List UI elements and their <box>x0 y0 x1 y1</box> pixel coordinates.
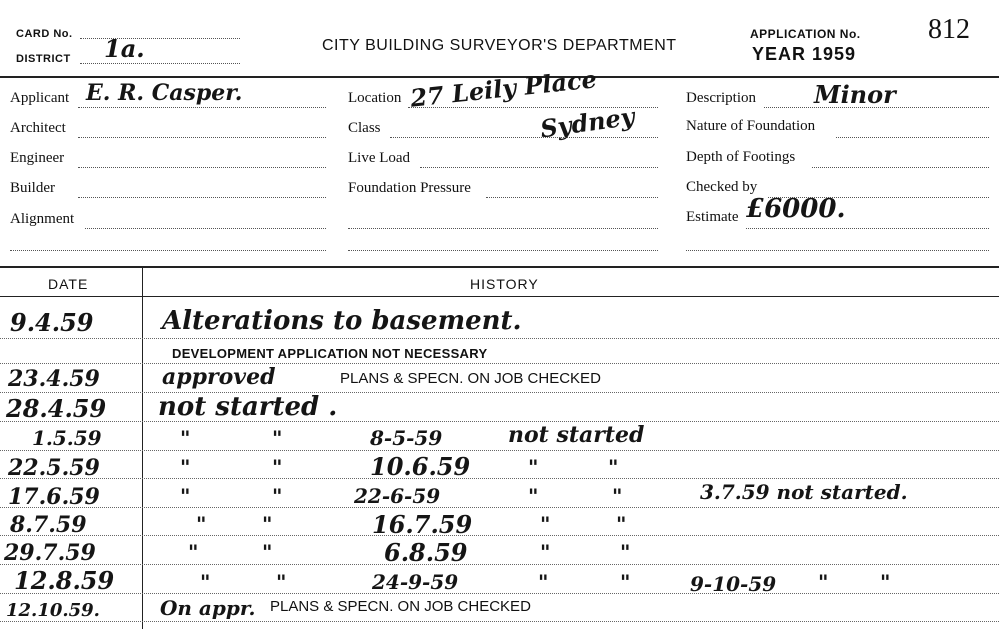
district-line <box>80 63 240 64</box>
row-date: 22.5.59 <box>8 455 100 481</box>
row-line <box>0 338 999 339</box>
ditto-mark: " <box>818 570 829 594</box>
nature-of-foundation-line <box>836 137 989 138</box>
ditto-mark: " <box>272 426 283 450</box>
row-line <box>0 621 999 622</box>
row-history-printed: PLANS & SPECN. ON JOB CHECKED <box>270 598 531 615</box>
row-recheck-date: 24-9-59 <box>372 570 459 594</box>
row-history: Alterations to basement. <box>162 306 522 336</box>
row-date: 28.4.59 <box>6 394 107 423</box>
row-status: not started <box>508 422 645 448</box>
ditto-mark: " <box>540 512 551 536</box>
department-title: CITY BUILDING SURVEYOR'S DEPARTMENT <box>322 37 677 54</box>
builder-line <box>78 197 326 198</box>
ditto-mark: " <box>272 484 283 508</box>
date-column-divider <box>142 266 143 629</box>
row-history: not started . <box>158 392 338 422</box>
row-status: 3.7.59 not started. <box>700 480 908 504</box>
row-line <box>0 535 999 536</box>
alignment-line <box>85 228 326 229</box>
depth-of-footings-line <box>812 167 989 168</box>
district-label: DISTRICT <box>16 53 71 65</box>
row-line <box>0 478 999 479</box>
application-no-label: APPLICATION No. <box>750 27 861 41</box>
live-load-line <box>420 167 658 168</box>
ditto-mark: " <box>608 455 619 479</box>
estimate-label: Estimate <box>686 209 739 225</box>
row-date: 8.7.59 <box>10 512 87 538</box>
live-load-label: Live Load <box>348 150 411 166</box>
row-line <box>0 593 999 594</box>
foundation-pressure-line <box>486 197 658 198</box>
card-no-label: CARD No. <box>16 28 73 40</box>
location-value-line-2: Sydney <box>538 101 637 144</box>
row-date: 17.6.59 <box>8 484 100 510</box>
depth-of-footings-label: Depth of Footings <box>686 149 796 165</box>
district-value: 1a. <box>104 34 145 63</box>
foundation-pressure-label: Foundation Pressure <box>348 180 471 196</box>
ditto-mark: " <box>180 455 191 479</box>
row-date: 23.4.59 <box>8 366 100 392</box>
ditto-mark: " <box>880 570 891 594</box>
year-label: YEAR 1959 <box>752 44 857 64</box>
ditto-mark: " <box>612 484 623 508</box>
engineer-line <box>78 167 326 168</box>
mid-line-1 <box>348 228 658 229</box>
ditto-mark: " <box>180 426 191 450</box>
ditto-mark: " <box>528 455 539 479</box>
row-line <box>0 507 999 508</box>
architect-line <box>78 137 326 138</box>
row-date: 12.10.59. <box>6 600 100 621</box>
row-history-printed: PLANS & SPECN. ON JOB CHECKED <box>340 370 601 387</box>
row-recheck-date: 6.8.59 <box>384 538 468 567</box>
nature-of-foundation-label: Nature of Foundation <box>686 118 816 134</box>
builder-label: Builder <box>10 180 55 196</box>
table-header-divider <box>0 296 999 297</box>
row-line <box>0 392 999 393</box>
row-recheck-date: 10.6.59 <box>370 452 471 481</box>
location-value-line-1: 27 Leily Place <box>408 64 599 113</box>
row-line <box>0 421 999 422</box>
row-line <box>0 363 999 364</box>
row-history-printed: DEVELOPMENT APPLICATION NOT NECESSARY <box>172 346 488 361</box>
applicant-line <box>78 107 326 108</box>
engineer-label: Engineer <box>10 150 65 166</box>
ditto-mark: " <box>188 540 199 564</box>
row-line <box>0 450 999 451</box>
ditto-mark: " <box>616 512 627 536</box>
estimate-line <box>746 228 989 229</box>
row-recheck-date-2: 9-10-59 <box>690 572 777 596</box>
ditto-mark: " <box>276 570 287 594</box>
ditto-mark: " <box>528 484 539 508</box>
row-history-handwritten: On appr. <box>160 596 256 620</box>
alignment-line-2 <box>10 250 326 251</box>
date-header: DATE <box>48 276 89 292</box>
description-label: Description <box>686 90 756 106</box>
ditto-mark: " <box>200 570 211 594</box>
applicant-value: E. R. Casper. <box>86 80 243 106</box>
description-value: Minor <box>814 80 896 109</box>
estimate-value: £6000. <box>746 194 846 224</box>
ditto-mark: " <box>196 512 207 536</box>
alignment-label: Alignment <box>10 211 75 227</box>
ditto-mark: " <box>620 570 631 594</box>
history-header: HISTORY <box>470 276 539 292</box>
class-label: Class <box>348 120 381 136</box>
checked-by-label: Checked by <box>686 179 758 195</box>
table-top-divider <box>0 266 999 268</box>
row-recheck-date: 16.7.59 <box>372 510 473 539</box>
row-date: 1.5.59 <box>32 426 102 450</box>
row-history-handwritten: approved <box>162 364 276 390</box>
ditto-mark: " <box>620 540 631 564</box>
row-recheck-date: 8-5-59 <box>370 426 443 450</box>
applicant-label: Applicant <box>10 90 70 106</box>
ditto-mark: " <box>262 540 273 564</box>
ditto-mark: " <box>262 512 273 536</box>
mid-line-2 <box>348 250 658 251</box>
ditto-mark: " <box>538 570 549 594</box>
right-line-2 <box>686 250 989 251</box>
row-line <box>0 564 999 565</box>
class-line <box>390 137 658 138</box>
architect-label: Architect <box>10 120 66 136</box>
row-date: 12.8.59 <box>14 566 115 595</box>
ditto-mark: " <box>180 484 191 508</box>
ditto-mark: " <box>272 455 283 479</box>
row-recheck-date: 22-6-59 <box>354 484 441 508</box>
row-date: 9.4.59 <box>10 308 94 337</box>
row-date: 29.7.59 <box>4 540 96 566</box>
application-no: 812 <box>928 14 970 45</box>
location-label: Location <box>348 90 402 106</box>
ditto-mark: " <box>540 540 551 564</box>
